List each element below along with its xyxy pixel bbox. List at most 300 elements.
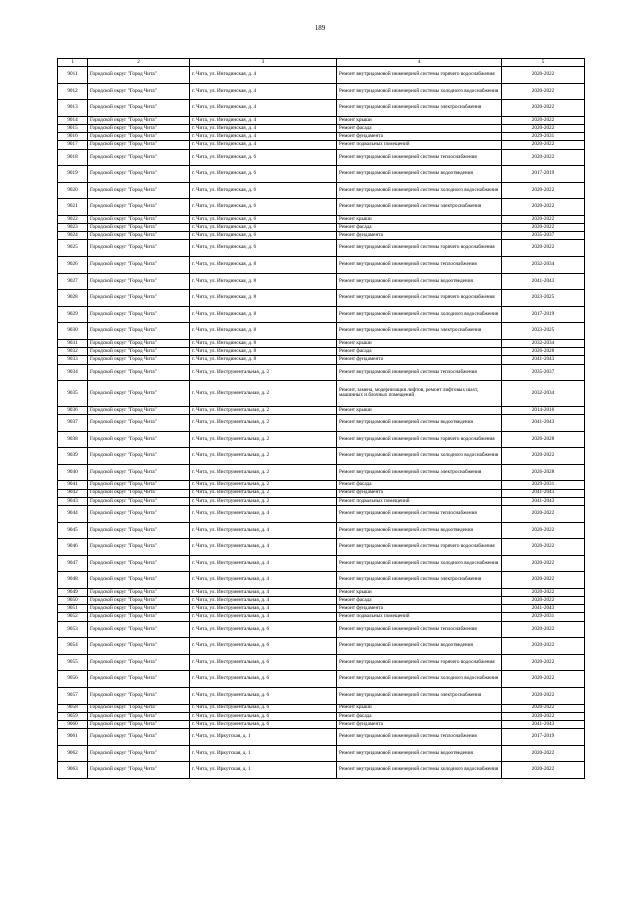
work-type-cell: Ремонт внутридомовой инженерной системы теплоснабжения bbox=[337, 729, 502, 746]
municipality-cell: Городской округ "Город Чита" bbox=[88, 340, 190, 348]
address-cell: г. Чита, ул. Ингодинская, д. 6 bbox=[190, 199, 337, 216]
period-cell: 2020-2022 bbox=[502, 116, 585, 124]
municipality-cell: Городской округ "Город Чита" bbox=[88, 605, 190, 613]
row-number-cell: 9031 bbox=[58, 340, 88, 348]
row-number-cell: 9011 bbox=[58, 67, 88, 84]
row-number-cell: 9020 bbox=[58, 182, 88, 199]
work-type-cell: Ремонт внутридомовой инженерной системы водоотведения bbox=[337, 522, 502, 539]
work-type-cell: Ремонт внутридомовой инженерной системы горячего водоснабжения bbox=[337, 67, 502, 84]
table-row bbox=[58, 414, 585, 431]
row-number-cell: 9041 bbox=[58, 481, 88, 489]
address-cell: г. Чита, ул. Ингодинская, д. 4 bbox=[190, 100, 337, 117]
address-cell: г. Чита, ул. Инструментальная, д. 6 bbox=[190, 720, 337, 728]
address-cell: г. Чита, ул. Ингодинская, д. 8 bbox=[190, 348, 337, 356]
work-type-cell: Ремонт внутридомовой инженерной системы электроснабжения bbox=[337, 100, 502, 117]
work-type-cell: Ремонт крыши bbox=[337, 588, 502, 596]
row-number-cell: 9045 bbox=[58, 522, 88, 539]
period-cell: 2029-2031 bbox=[502, 613, 585, 621]
work-type-cell: Ремонт внутридомовой инженерной системы теплоснабжения bbox=[337, 149, 502, 166]
address-cell: г. Чита, ул. Ингодинская, д. 4 bbox=[190, 83, 337, 100]
address-cell: г. Чита, ул. Инструментальная, д. 2 bbox=[190, 448, 337, 465]
municipality-cell: Городской округ "Город Чита" bbox=[88, 306, 190, 323]
table-row bbox=[58, 671, 585, 688]
period-cell: 2020-2022 bbox=[502, 572, 585, 589]
work-type-cell: Ремонт внутридомовой инженерной системы холодного водоснабжения bbox=[337, 83, 502, 100]
row-number-cell: 9060 bbox=[58, 720, 88, 728]
row-number-cell: 9021 bbox=[58, 199, 88, 216]
row-number-cell: 9028 bbox=[58, 290, 88, 307]
row-number-cell: 9035 bbox=[58, 381, 88, 407]
work-type-cell: Ремонт фасада bbox=[337, 597, 502, 605]
work-type-cell: Ремонт фасада bbox=[337, 348, 502, 356]
table-row bbox=[58, 340, 585, 348]
work-type-cell: Ремонт внутридомовой инженерной системы холодного водоснабжения bbox=[337, 671, 502, 688]
work-type-cell: Ремонт крыши bbox=[337, 406, 502, 414]
period-cell: 2017-2019 bbox=[502, 166, 585, 183]
municipality-cell: Городской округ "Город Чита" bbox=[88, 406, 190, 414]
table-row bbox=[58, 539, 585, 556]
municipality-cell: Городской округ "Город Чита" bbox=[88, 141, 190, 149]
row-number-cell: 9039 bbox=[58, 448, 88, 465]
municipality-cell: Городской округ "Город Чита" bbox=[88, 273, 190, 290]
period-cell: 2017-2019 bbox=[502, 729, 585, 746]
table-row bbox=[58, 448, 585, 465]
work-type-cell: Ремонт фундамента bbox=[337, 356, 502, 364]
work-type-cell: Ремонт внутридомовой инженерной системы теплоснабжения bbox=[337, 505, 502, 522]
table-row bbox=[58, 232, 585, 240]
row-number-cell: 9056 bbox=[58, 671, 88, 688]
address-cell: г. Чита, ул. Ингодинская, д. 8 bbox=[190, 290, 337, 307]
municipality-cell: Городской округ "Город Чита" bbox=[88, 448, 190, 465]
page-number: 189 bbox=[314, 24, 326, 32]
municipality-cell: Городской округ "Город Чита" bbox=[88, 290, 190, 307]
row-number-cell: 9037 bbox=[58, 414, 88, 431]
municipality-cell: Городской округ "Город Чита" bbox=[88, 522, 190, 539]
address-cell: г. Чита, ул. Ингодинская, д. 4 bbox=[190, 133, 337, 141]
row-number-cell: 9054 bbox=[58, 638, 88, 655]
period-cell: 2026-2028 bbox=[502, 348, 585, 356]
municipality-cell: Городской округ "Город Чита" bbox=[88, 182, 190, 199]
period-cell: 2041-2043 bbox=[502, 489, 585, 497]
municipality-cell: Городской округ "Город Чита" bbox=[88, 638, 190, 655]
row-number-cell: 9033 bbox=[58, 356, 88, 364]
municipality-cell: Городской округ "Город Чита" bbox=[88, 464, 190, 481]
municipality-cell: Городской округ "Город Чита" bbox=[88, 745, 190, 762]
work-type-cell: Ремонт внутридомовой инженерной системы водоотведения bbox=[337, 166, 502, 183]
address-cell: г. Чита, ул. Инструментальная, д. 4 bbox=[190, 597, 337, 605]
table-row bbox=[58, 149, 585, 166]
municipality-cell: Городской округ "Город Чита" bbox=[88, 489, 190, 497]
row-number-cell: 9057 bbox=[58, 688, 88, 705]
table-row bbox=[58, 356, 585, 364]
work-type-cell: Ремонт внутридомовой инженерной системы водоотведения bbox=[337, 745, 502, 762]
period-cell: 2020-2022 bbox=[502, 745, 585, 762]
municipality-cell: Городской округ "Город Чита" bbox=[88, 704, 190, 712]
period-cell: 2020-2022 bbox=[502, 448, 585, 465]
municipality-cell: Городской округ "Город Чита" bbox=[88, 348, 190, 356]
work-type-cell: Ремонт фундамента bbox=[337, 232, 502, 240]
address-cell: г. Чита, ул. Инструментальная, д. 6 bbox=[190, 654, 337, 671]
period-cell: 2020-2022 bbox=[502, 240, 585, 257]
table-row bbox=[58, 597, 585, 605]
table-row bbox=[58, 762, 585, 779]
address-cell: г. Чита, ул. Инструментальная, д. 6 bbox=[190, 712, 337, 720]
work-type-cell: Ремонт внутридомовой инженерной системы водоотведения bbox=[337, 414, 502, 431]
address-cell: г. Чита, ул. Ингодинская, д. 4 bbox=[190, 141, 337, 149]
municipality-cell: Городской округ "Город Чита" bbox=[88, 671, 190, 688]
period-cell: 2041-2043 bbox=[502, 605, 585, 613]
period-cell: 2020-2022 bbox=[502, 597, 585, 605]
table-row bbox=[58, 116, 585, 124]
address-cell: г. Чита, ул. Инструментальная, д. 6 bbox=[190, 621, 337, 638]
period-cell: 2020-2022 bbox=[502, 149, 585, 166]
table-row bbox=[58, 712, 585, 720]
table-row bbox=[58, 505, 585, 522]
address-cell: г. Чита, ул. Ингодинская, д. 8 bbox=[190, 323, 337, 340]
table-header-row bbox=[58, 59, 585, 67]
table-row bbox=[58, 481, 585, 489]
work-type-cell: Ремонт внутридомовой инженерной системы электроснабжения bbox=[337, 323, 502, 340]
row-number-cell: 9029 bbox=[58, 306, 88, 323]
row-number-cell: 9024 bbox=[58, 232, 88, 240]
municipality-cell: Городской округ "Город Чита" bbox=[88, 414, 190, 431]
address-cell: г. Чита, ул. Иркутская, д. 1 bbox=[190, 745, 337, 762]
address-cell: г. Чита, ул. Инструментальная, д. 2 bbox=[190, 381, 337, 407]
work-type-cell: Ремонт фасада bbox=[337, 712, 502, 720]
table-row bbox=[58, 522, 585, 539]
address-cell: г. Чита, ул. Иркутская, д. 1 bbox=[190, 729, 337, 746]
work-type-cell: Ремонт внутридомовой инженерной системы холодного водоснабжения bbox=[337, 182, 502, 199]
period-cell: 2023-2025 bbox=[502, 323, 585, 340]
period-cell: 2020-2022 bbox=[502, 621, 585, 638]
work-type-cell: Ремонт подвальных помещений bbox=[337, 497, 502, 505]
address-cell: г. Чита, ул. Инструментальная, д. 2 bbox=[190, 431, 337, 448]
municipality-cell: Городской округ "Город Чита" bbox=[88, 364, 190, 381]
address-cell: г. Чита, ул. Инструментальная, д. 6 bbox=[190, 688, 337, 705]
municipality-cell: Городской округ "Город Чита" bbox=[88, 621, 190, 638]
address-cell: г. Чита, ул. Ингодинская, д. 6 bbox=[190, 182, 337, 199]
address-cell: г. Чита, ул. Иркутская, д. 1 bbox=[190, 762, 337, 779]
row-number-cell: 9034 bbox=[58, 364, 88, 381]
row-number-cell: 9030 bbox=[58, 323, 88, 340]
period-cell: 2020-2022 bbox=[502, 588, 585, 596]
table-row bbox=[58, 745, 585, 762]
table-row bbox=[58, 124, 585, 132]
work-type-cell: Ремонт внутридомовой инженерной системы теплоснабжения bbox=[337, 364, 502, 381]
work-type-cell: Ремонт крыши bbox=[337, 116, 502, 124]
row-number-cell: 9049 bbox=[58, 588, 88, 596]
municipality-cell: Городской округ "Город Чита" bbox=[88, 555, 190, 572]
municipality-cell: Городской округ "Город Чита" bbox=[88, 133, 190, 141]
period-cell: 2032-2034 bbox=[502, 340, 585, 348]
table-row bbox=[58, 555, 585, 572]
address-cell: г. Чита, ул. Ингодинская, д. 6 bbox=[190, 215, 337, 223]
municipality-cell: Городской округ "Город Чита" bbox=[88, 497, 190, 505]
address-cell: г. Чита, ул. Ингодинская, д. 8 bbox=[190, 273, 337, 290]
work-type-cell: Ремонт внутридомовой инженерной системы горячего водоснабжения bbox=[337, 431, 502, 448]
address-cell: г. Чита, ул. Инструментальная, д. 2 bbox=[190, 481, 337, 489]
row-number-cell: 9019 bbox=[58, 166, 88, 183]
row-number-cell: 9014 bbox=[58, 116, 88, 124]
address-cell: г. Чита, ул. Инструментальная, д. 2 bbox=[190, 464, 337, 481]
work-type-cell: Ремонт внутридомовой инженерной системы горячего водоснабжения bbox=[337, 539, 502, 556]
period-cell: 2032-2034 bbox=[502, 381, 585, 407]
work-type-cell: Ремонт фундамента bbox=[337, 489, 502, 497]
row-number-cell: 9027 bbox=[58, 273, 88, 290]
table-row bbox=[58, 654, 585, 671]
municipality-cell: Городской округ "Город Чита" bbox=[88, 539, 190, 556]
address-cell: г. Чита, ул. Ингодинская, д. 4 bbox=[190, 67, 337, 84]
municipality-cell: Городской округ "Город Чита" bbox=[88, 597, 190, 605]
row-number-cell: 9022 bbox=[58, 215, 88, 223]
address-cell: г. Чита, ул. Ингодинская, д. 8 bbox=[190, 356, 337, 364]
municipality-cell: Городской округ "Город Чита" bbox=[88, 688, 190, 705]
period-cell: 2041-2043 bbox=[502, 273, 585, 290]
period-cell: 2041-2043 bbox=[502, 414, 585, 431]
table-row bbox=[58, 215, 585, 223]
period-cell: 2020-2022 bbox=[502, 671, 585, 688]
period-cell: 2014-2016 bbox=[502, 406, 585, 414]
period-cell: 2020-2022 bbox=[502, 555, 585, 572]
column-header: 1 bbox=[58, 59, 88, 67]
table-row bbox=[58, 83, 585, 100]
period-cell: 2041-2043 bbox=[502, 720, 585, 728]
work-type-cell: Ремонт, замена, модернизация лифтов, ремонт лифтовых шахт, машинных и блочных помещений bbox=[337, 381, 502, 407]
address-cell: г. Чита, ул. Ингодинская, д. 6 bbox=[190, 166, 337, 183]
work-type-cell: Ремонт внутридомовой инженерной системы горячего водоснабжения bbox=[337, 290, 502, 307]
address-cell: г. Чита, ул. Инструментальная, д. 4 bbox=[190, 605, 337, 613]
work-type-cell: Ремонт крыши bbox=[337, 704, 502, 712]
work-type-cell: Ремонт внутридомовой инженерной системы горячего водоснабжения bbox=[337, 240, 502, 257]
address-cell: г. Чита, ул. Инструментальная, д. 6 bbox=[190, 704, 337, 712]
row-number-cell: 9032 bbox=[58, 348, 88, 356]
row-number-cell: 9023 bbox=[58, 224, 88, 232]
municipality-cell: Городской округ "Город Чита" bbox=[88, 431, 190, 448]
column-header: 5 bbox=[502, 59, 585, 67]
table-row bbox=[58, 100, 585, 117]
work-type-cell: Ремонт крыши bbox=[337, 215, 502, 223]
row-number-cell: 9058 bbox=[58, 704, 88, 712]
table-row bbox=[58, 489, 585, 497]
table-row bbox=[58, 323, 585, 340]
period-cell: 2020-2022 bbox=[502, 638, 585, 655]
row-number-cell: 9053 bbox=[58, 621, 88, 638]
municipality-cell: Городской округ "Город Чита" bbox=[88, 232, 190, 240]
row-number-cell: 9015 bbox=[58, 124, 88, 132]
address-cell: г. Чита, ул. Инструментальная, д. 4 bbox=[190, 555, 337, 572]
work-type-cell: Ремонт внутридомовой инженерной системы холодного водоснабжения bbox=[337, 306, 502, 323]
work-type-cell: Ремонт фундамента bbox=[337, 720, 502, 728]
period-cell: 2020-2022 bbox=[502, 83, 585, 100]
period-cell: 2020-2022 bbox=[502, 141, 585, 149]
table-row bbox=[58, 464, 585, 481]
period-cell: 2020-2022 bbox=[502, 215, 585, 223]
municipality-cell: Городской округ "Город Чита" bbox=[88, 149, 190, 166]
table-row bbox=[58, 729, 585, 746]
period-cell: 2041-2043 bbox=[502, 497, 585, 505]
table-row bbox=[58, 273, 585, 290]
municipality-cell: Городской округ "Город Чита" bbox=[88, 720, 190, 728]
period-cell: 2026-2028 bbox=[502, 464, 585, 481]
address-cell: г. Чита, ул. Ингодинская, д. 6 bbox=[190, 232, 337, 240]
address-cell: г. Чита, ул. Инструментальная, д. 2 bbox=[190, 364, 337, 381]
row-number-cell: 9046 bbox=[58, 539, 88, 556]
period-cell: 2017-2019 bbox=[502, 306, 585, 323]
table-row bbox=[58, 381, 585, 407]
period-cell: 2020-2022 bbox=[502, 224, 585, 232]
row-number-cell: 9043 bbox=[58, 497, 88, 505]
table-row bbox=[58, 141, 585, 149]
work-type-cell: Ремонт внутридомовой инженерной системы холодного водоснабжения bbox=[337, 448, 502, 465]
column-header: 3 bbox=[190, 59, 337, 67]
municipality-cell: Городской округ "Город Чита" bbox=[88, 166, 190, 183]
table-row bbox=[58, 224, 585, 232]
table-row bbox=[58, 406, 585, 414]
table-row bbox=[58, 306, 585, 323]
work-type-cell: Ремонт внутридомовой инженерной системы электроснабжения bbox=[337, 464, 502, 481]
table-row bbox=[58, 613, 585, 621]
period-cell: 2020-2022 bbox=[502, 704, 585, 712]
municipality-cell: Городской округ "Город Чита" bbox=[88, 613, 190, 621]
period-cell: 2035-2037 bbox=[502, 364, 585, 381]
table-row bbox=[58, 497, 585, 505]
municipality-cell: Городской округ "Город Чита" bbox=[88, 381, 190, 407]
work-type-cell: Ремонт внутридомовой инженерной системы холодного водоснабжения bbox=[337, 762, 502, 779]
work-type-cell: Ремонт фундамента bbox=[337, 133, 502, 141]
table-row bbox=[58, 182, 585, 199]
row-number-cell: 9044 bbox=[58, 505, 88, 522]
period-cell: 2020-2022 bbox=[502, 539, 585, 556]
table-row bbox=[58, 348, 585, 356]
municipality-cell: Городской округ "Город Чита" bbox=[88, 215, 190, 223]
address-cell: г. Чита, ул. Ингодинская, д. 4 bbox=[190, 116, 337, 124]
row-number-cell: 9061 bbox=[58, 729, 88, 746]
registry-table-body bbox=[58, 59, 585, 779]
municipality-cell: Городской округ "Город Чита" bbox=[88, 124, 190, 132]
row-number-cell: 9052 bbox=[58, 613, 88, 621]
address-cell: г. Чита, ул. Инструментальная, д. 6 bbox=[190, 638, 337, 655]
column-header: 2 bbox=[88, 59, 190, 67]
row-number-cell: 9042 bbox=[58, 489, 88, 497]
address-cell: г. Чита, ул. Инструментальная, д. 4 bbox=[190, 505, 337, 522]
table-row bbox=[58, 572, 585, 589]
row-number-cell: 9040 bbox=[58, 464, 88, 481]
table-row bbox=[58, 588, 585, 596]
row-number-cell: 9038 bbox=[58, 431, 88, 448]
row-number-cell: 9055 bbox=[58, 654, 88, 671]
work-type-cell: Ремонт фасада bbox=[337, 224, 502, 232]
address-cell: г. Чита, ул. Ингодинская, д. 6 bbox=[190, 240, 337, 257]
municipality-cell: Городской округ "Город Чита" bbox=[88, 712, 190, 720]
row-number-cell: 9017 bbox=[58, 141, 88, 149]
municipality-cell: Городской округ "Город Чита" bbox=[88, 199, 190, 216]
municipality-cell: Городской округ "Город Чита" bbox=[88, 356, 190, 364]
registry-table bbox=[57, 58, 585, 779]
municipality-cell: Городской округ "Город Чита" bbox=[88, 257, 190, 274]
row-number-cell: 9059 bbox=[58, 712, 88, 720]
work-type-cell: Ремонт крыши bbox=[337, 340, 502, 348]
work-type-cell: Ремонт внутридомовой инженерной системы теплоснабжения bbox=[337, 257, 502, 274]
work-type-cell: Ремонт подвальных помещений bbox=[337, 141, 502, 149]
work-type-cell: Ремонт фасада bbox=[337, 481, 502, 489]
municipality-cell: Городской округ "Город Чита" bbox=[88, 762, 190, 779]
period-cell: 2020-2022 bbox=[502, 67, 585, 84]
work-type-cell: Ремонт подвальных помещений bbox=[337, 613, 502, 621]
municipality-cell: Городской округ "Город Чита" bbox=[88, 572, 190, 589]
period-cell: 2020-2022 bbox=[502, 654, 585, 671]
table-row bbox=[58, 688, 585, 705]
municipality-cell: Городской округ "Город Чита" bbox=[88, 240, 190, 257]
period-cell: 2029-2031 bbox=[502, 133, 585, 141]
period-cell: 2029-2031 bbox=[502, 481, 585, 489]
address-cell: г. Чита, ул. Ингодинская, д. 8 bbox=[190, 306, 337, 323]
row-number-cell: 9025 bbox=[58, 240, 88, 257]
address-cell: г. Чита, ул. Инструментальная, д. 4 bbox=[190, 613, 337, 621]
table-row bbox=[58, 133, 585, 141]
period-cell: 2020-2022 bbox=[502, 182, 585, 199]
table-row bbox=[58, 67, 585, 84]
address-cell: г. Чита, ул. Инструментальная, д. 4 bbox=[190, 539, 337, 556]
period-cell: 2020-2022 bbox=[502, 762, 585, 779]
column-header: 4 bbox=[337, 59, 502, 67]
address-cell: г. Чита, ул. Ингодинская, д. 8 bbox=[190, 257, 337, 274]
work-type-cell: Ремонт внутридомовой инженерной системы электроснабжения bbox=[337, 688, 502, 705]
work-type-cell: Ремонт внутридомовой инженерной системы водоотведения bbox=[337, 273, 502, 290]
municipality-cell: Городской округ "Город Чита" bbox=[88, 323, 190, 340]
work-type-cell: Ремонт фундамента bbox=[337, 605, 502, 613]
table-row bbox=[58, 431, 585, 448]
table-row bbox=[58, 621, 585, 638]
row-number-cell: 9036 bbox=[58, 406, 88, 414]
work-type-cell: Ремонт внутридомовой инженерной системы водоотведения bbox=[337, 638, 502, 655]
row-number-cell: 9016 bbox=[58, 133, 88, 141]
row-number-cell: 9026 bbox=[58, 257, 88, 274]
table-row bbox=[58, 290, 585, 307]
period-cell: 2020-2022 bbox=[502, 522, 585, 539]
row-number-cell: 9063 bbox=[58, 762, 88, 779]
period-cell: 2020-2022 bbox=[502, 199, 585, 216]
row-number-cell: 9050 bbox=[58, 597, 88, 605]
address-cell: г. Чита, ул. Ингодинская, д. 4 bbox=[190, 124, 337, 132]
period-cell: 2020-2022 bbox=[502, 100, 585, 117]
municipality-cell: Городской округ "Город Чита" bbox=[88, 729, 190, 746]
period-cell: 2035-2037 bbox=[502, 232, 585, 240]
period-cell: 2032-2034 bbox=[502, 257, 585, 274]
row-number-cell: 9018 bbox=[58, 149, 88, 166]
work-type-cell: Ремонт внутридомовой инженерной системы электроснабжения bbox=[337, 572, 502, 589]
address-cell: г. Чита, ул. Инструментальная, д. 2 bbox=[190, 497, 337, 505]
work-type-cell: Ремонт внутридомовой инженерной системы теплоснабжения bbox=[337, 621, 502, 638]
row-number-cell: 9047 bbox=[58, 555, 88, 572]
row-number-cell: 9051 bbox=[58, 605, 88, 613]
table-row bbox=[58, 704, 585, 712]
address-cell: г. Чита, ул. Инструментальная, д. 6 bbox=[190, 671, 337, 688]
table-row bbox=[58, 240, 585, 257]
table-row bbox=[58, 720, 585, 728]
municipality-cell: Городской округ "Город Чита" bbox=[88, 67, 190, 84]
table-row bbox=[58, 638, 585, 655]
period-cell: 2020-2022 bbox=[502, 688, 585, 705]
work-type-cell: Ремонт внутридомовой инженерной системы холодного водоснабжения bbox=[337, 555, 502, 572]
period-cell: 2020-2022 bbox=[502, 124, 585, 132]
address-cell: г. Чита, ул. Инструментальная, д. 4 bbox=[190, 588, 337, 596]
municipality-cell: Городской округ "Город Чита" bbox=[88, 588, 190, 596]
address-cell: г. Чита, ул. Инструментальная, д. 2 bbox=[190, 489, 337, 497]
municipality-cell: Городской округ "Город Чита" bbox=[88, 481, 190, 489]
table-row bbox=[58, 257, 585, 274]
municipality-cell: Городской округ "Город Чита" bbox=[88, 654, 190, 671]
municipality-cell: Городской округ "Город Чита" bbox=[88, 83, 190, 100]
